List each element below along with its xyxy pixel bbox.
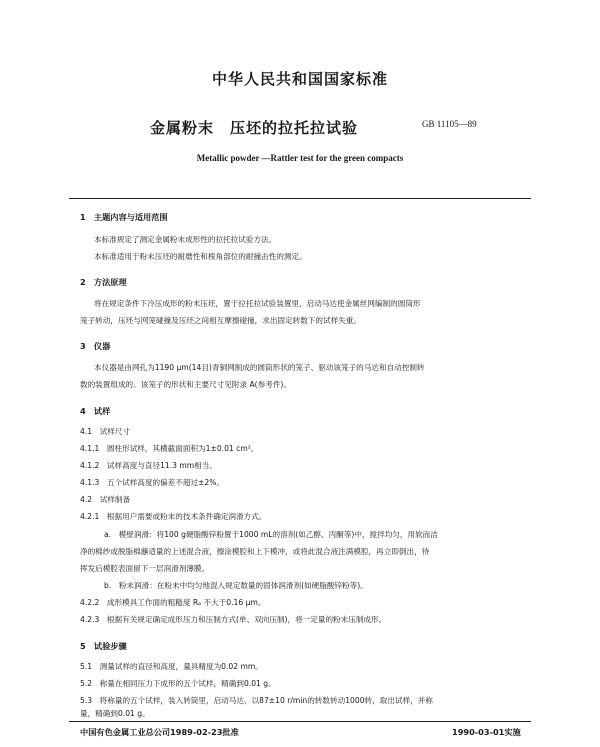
section-4-heading: 4 试样 bbox=[80, 406, 111, 416]
standard-number: GB 11105—89 bbox=[422, 119, 477, 129]
clause-4-2-3: 4.2.3 根据有关规定确定成形压力和压制方式(单、双向压制)，将一定量的粉末压制成形。 bbox=[80, 615, 387, 624]
clause-a-line-3: 挥发后模腔表面留下一层润滑剂薄膜。 bbox=[80, 564, 210, 573]
section-3-line-1: 本仪器是由网孔为1190 μm(14目)青铜网制成的圆筒形状的笼子、驱动该笼子的马达和自动控制转 bbox=[94, 363, 425, 372]
clause-b-line-1: b. 粉末润滑：在粉末中均匀地混入规定数量的固体润滑剂(如硬脂酸锌粉等)。 bbox=[104, 581, 368, 590]
clause-a-line-2: 净的棉纱或脱脂棉蘸适量的上述混合液，擦涂模腔和上下模冲，或将此混合液注满模腔，再立即倒出，待 bbox=[80, 547, 430, 556]
top-divider bbox=[69, 198, 531, 199]
bottom-divider bbox=[69, 721, 531, 722]
section-2-line-1: 将在规定条件下冷压成形的粉末压坯，置于拉托拉试验装置里，启动马达使金属丝网编制的圆筒形 bbox=[94, 299, 421, 308]
clause-4-2: 4.2 试样制备 bbox=[80, 495, 131, 504]
clause-4-1-3: 4.1.3 五个试样高度的偏差不超过±2%。 bbox=[80, 478, 225, 487]
section-1-heading: 1 主题内容与适用范围 bbox=[80, 212, 168, 222]
clause-4-2-1: 4.2.1 根据用户需要或粉末的技术条件确定润滑方式。 bbox=[80, 512, 267, 521]
clause-4-1: 4.1 试样尺寸 bbox=[80, 427, 131, 436]
clause-4-1-1: 4.1.1 圆柱形试样，其横截面面积为1±0.01 cm²。 bbox=[80, 444, 259, 453]
section-3-heading: 3 仪器 bbox=[80, 341, 111, 351]
clause-5-3-line-1: 5.3 将称量的五个试样，装入转筒里，启动马达，以87±10 r/min的转数转动1000转，取出试样，并称 bbox=[80, 696, 433, 705]
section-2-line-2: 笼子转动，压坯与网笼碰撞及压坯之间相互摩擦碰撞，求出固定转数下的试样失重。 bbox=[80, 316, 361, 325]
document-title: 金属粉末 压坯的拉托拉试验 bbox=[150, 119, 359, 137]
clause-4-1-2: 4.1.2 试样高度与直径11.3 mm相当。 bbox=[80, 461, 217, 470]
clause-5-1: 5.1 测量试样的直径和高度，量具精度为0.02 mm。 bbox=[80, 662, 263, 671]
section-2-heading: 2 方法原理 bbox=[80, 277, 127, 287]
section-5-heading: 5 试验步骤 bbox=[80, 641, 127, 651]
implementation-date: 1990-03-01实施 bbox=[452, 727, 521, 737]
national-standard-heading: 中华人民共和国国家标准 bbox=[211, 70, 388, 88]
english-title: Metallic powder —Rattler test for the green compacts bbox=[196, 153, 404, 163]
section-3-line-2: 数的装置组成的。该笼子的形状和主要尺寸见附录 A(参考件)。 bbox=[80, 380, 291, 389]
clause-4-2-2: 4.2.2 成形模具工作面的粗糙度 Rₐ 不大于0.16 μm。 bbox=[80, 598, 266, 607]
section-1-paragraph-2: 本标准适用于粉末压坯的耐磨性和棱角部位的耐撞击性的测定。 bbox=[94, 252, 307, 261]
approval-note: 中国有色金属工业总公司1989-02-23批准 bbox=[80, 727, 239, 737]
clause-5-2: 5.2 称量在相同压力下成形的五个试样，精确到0.01 g。 bbox=[80, 679, 276, 688]
section-1-paragraph-1: 本标准规定了测定金属粉末成形性的拉托拉试验方法。 bbox=[94, 235, 277, 244]
clause-5-3-line-2: 量，精确到0.01 g。 bbox=[80, 710, 153, 718]
clause-a-line-1: a. 模壁润滑：将100 g硬脂酸锌粉置于1000 mL的溶剂(如乙醇、丙酮等)中，搅拌均匀，用软而洁 bbox=[104, 530, 438, 539]
